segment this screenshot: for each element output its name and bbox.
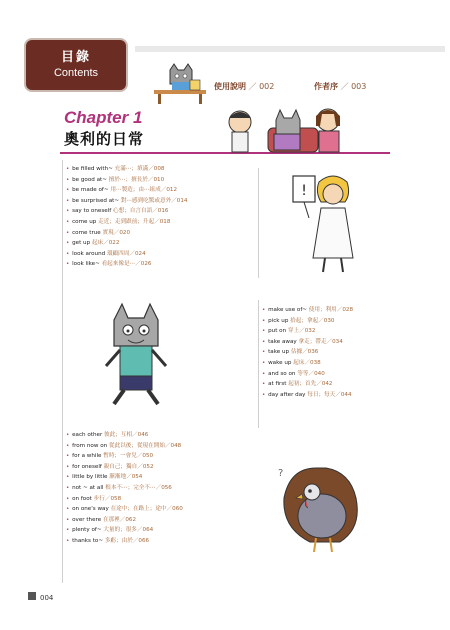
phrase: each other	[72, 432, 103, 438]
page-number: 060	[172, 506, 183, 513]
usage-link[interactable]: 使用說明 ／ 002	[214, 82, 275, 91]
phrase: thanks to~	[72, 537, 104, 544]
phrase: look around	[72, 250, 106, 257]
list-item[interactable]: • over there 在那裡／062	[66, 516, 137, 523]
translation: 暫時；一會兒	[103, 453, 137, 460]
translation: 環顧四周	[106, 250, 130, 257]
page-number: 026	[140, 261, 152, 268]
phrase-list-2	[262, 305, 353, 400]
translation: 起床	[293, 359, 305, 366]
list-item[interactable]: • take up 佔據／036	[262, 349, 319, 356]
list-item[interactable]: • not ~ at all 根本不⋯；完全不⋯／056	[66, 484, 172, 491]
list-item[interactable]: • be filled with~ 充滿⋯；填滿／008	[66, 166, 165, 172]
phrase: on one's way	[72, 506, 109, 513]
translation: 大量的；很多	[103, 527, 137, 534]
phrase: come true	[72, 229, 101, 236]
author-page: 003	[351, 82, 367, 91]
phrase: and so on	[268, 370, 296, 377]
list-item[interactable]: • be surprised at~ 對⋯感到吃驚或意外／014	[66, 197, 188, 204]
list-item[interactable]: • little by little 漸漸地／054	[66, 474, 143, 481]
list-item[interactable]: • put on 穿上／032	[262, 328, 316, 335]
phrase: plenty of~	[72, 527, 102, 534]
translation: 拿走；帶走	[298, 338, 327, 345]
author-preface-link[interactable]: 作者序 ／ 003	[314, 82, 367, 91]
list-item[interactable]: • at first 起初；首先／042	[262, 381, 333, 388]
characters-illustration	[210, 100, 365, 156]
phrase: at first	[268, 381, 287, 388]
page-number: 012	[166, 187, 178, 194]
girl-holding-sign-illustration	[285, 168, 365, 276]
translation: 用⋯製造；由⋯組成	[110, 187, 161, 194]
translation: 步行	[93, 495, 105, 502]
page-number: 066	[138, 537, 150, 544]
page-number: 040	[314, 370, 325, 377]
page-number: 064	[142, 527, 154, 534]
page-number: 030	[323, 317, 335, 324]
translation: 漸漸地	[109, 474, 127, 481]
list-item[interactable]: • from now on 從此以後；從現在開始／048	[66, 442, 182, 449]
list-item[interactable]: • thanks to~ 多虧；由於／066	[66, 537, 150, 544]
page-number: 044	[340, 391, 352, 398]
page-marker	[28, 592, 36, 600]
divider-line	[258, 168, 259, 278]
phrase: be filled with~	[72, 166, 113, 172]
translation: 看起來像是⋯	[101, 261, 136, 268]
translation: 在途中；在路上；途中	[110, 506, 167, 513]
translation: 起床	[91, 240, 104, 247]
page-number: 008	[153, 166, 165, 172]
phrase-list-1	[66, 164, 187, 270]
phrase: not ~ at all	[72, 484, 104, 491]
phrase: take away	[268, 338, 297, 345]
list-item[interactable]: • plenty of~ 大量的；很多／064	[66, 527, 154, 534]
list-item[interactable]: • be good at~ 擅於⋯；擅長於／010	[66, 176, 165, 183]
contents-badge	[26, 40, 126, 90]
list-item[interactable]: • wake up 起床／038	[262, 359, 321, 366]
page-number: 024	[134, 250, 146, 257]
divider-line	[62, 428, 63, 583]
svg-text:?: ?	[278, 468, 284, 479]
page-number: 032	[304, 328, 316, 335]
contents-title-en: Contents	[53, 67, 99, 79]
translation: 走近；走到跟前；升起	[98, 218, 155, 225]
chapter-subtitle: 奧利的日常	[64, 130, 145, 148]
phrase: over there	[72, 516, 102, 523]
page-number: 018	[159, 218, 171, 225]
translation: 佔據	[290, 349, 303, 356]
list-item[interactable]: • on foot 步行／058	[66, 495, 122, 502]
translation: 根本不⋯；完全不⋯	[105, 484, 156, 491]
translation: 多虧；由於	[104, 537, 133, 544]
list-item[interactable]: • look around 環顧四周／024	[66, 250, 146, 257]
page-number: 062	[125, 516, 137, 523]
page-number: 048	[170, 442, 182, 449]
translation: 親自己；獨自	[103, 463, 138, 470]
list-item[interactable]: • on one's way 在途中；在路上；途中／060	[66, 506, 183, 513]
translation: 實現	[102, 229, 114, 236]
page-number: 046	[137, 432, 149, 438]
phrase: on foot	[72, 495, 92, 502]
phrase: for oneself	[72, 463, 102, 470]
translation: 心想；自言自語	[113, 208, 153, 215]
translation: 在那裡	[102, 516, 120, 523]
list-item[interactable]: • take away 拿走；帶走／034	[262, 338, 343, 345]
phrase: make use of~	[268, 307, 307, 313]
translation: 彼此；互相	[104, 432, 133, 438]
list-item[interactable]: • be made of~ 用⋯製造；由⋯組成／012	[66, 187, 178, 194]
turkey-illustration	[270, 458, 380, 558]
list-item[interactable]: • get up 起床／022	[66, 240, 120, 247]
page-number: 054	[131, 474, 143, 481]
phrase: pick up	[268, 317, 289, 324]
phrase: day after day	[268, 391, 306, 398]
translation: 拾起；拿起	[290, 317, 319, 324]
list-item[interactable]: • look like~ 看起來像是⋯／026	[66, 261, 152, 268]
usage-page: 002	[259, 82, 275, 91]
translation: 起初；首先	[288, 381, 317, 388]
contents-title-zh: 目錄	[60, 50, 91, 65]
phrase: little by little	[72, 474, 108, 481]
page-number: 058	[110, 495, 122, 502]
page-number: 010	[153, 176, 165, 183]
translation: 擅於⋯；擅長於	[108, 176, 148, 183]
phrase: from now on	[72, 442, 108, 449]
translation: 每日；每天	[307, 391, 336, 398]
page-number: 052	[142, 463, 154, 470]
list-item[interactable]: • come up 走近；走到跟前；升起／018	[66, 218, 171, 225]
cat-reading-illustration	[150, 62, 210, 104]
phrase: wake up	[268, 359, 292, 366]
translation: 等等	[297, 370, 309, 377]
phrase: put on	[268, 328, 287, 335]
usage-label: 使用說明	[214, 82, 246, 91]
page-number: 056	[161, 484, 172, 491]
page-number: 038	[310, 359, 321, 366]
page-number-footer: 004	[40, 594, 54, 602]
chapter-title: Chapter 1	[64, 108, 143, 127]
list-item[interactable]: • for oneself 親自己；獨自／052	[66, 463, 154, 470]
phrase-list-3	[66, 430, 183, 547]
list-item[interactable]: • make use of~ 使用；利用／028	[262, 307, 354, 313]
page-number: 020	[119, 229, 131, 236]
list-item[interactable]: • each other 彼此；互相／046	[66, 432, 149, 438]
cat-character-illustration	[100, 300, 172, 408]
phrase: get up	[72, 240, 91, 247]
list-item[interactable]: • day after day 每日；每天／044	[262, 391, 352, 398]
page-number: 042	[321, 381, 333, 388]
header-rule	[135, 46, 445, 52]
page-number: 028	[342, 307, 354, 313]
translation: 從此以後；從現在開始	[108, 442, 165, 449]
phrase: come up	[72, 218, 97, 225]
list-item[interactable]: • come true 實現／020	[66, 229, 131, 236]
phrase: look like~	[72, 261, 100, 268]
list-item[interactable]: • say to oneself 心想；自言自語／016	[66, 208, 169, 215]
translation: 穿上	[287, 328, 300, 335]
phrase: be surprised at~	[72, 197, 120, 204]
phrase: for a while	[72, 453, 102, 460]
page-number: 016	[157, 208, 169, 215]
phrase: be good at~	[72, 176, 107, 183]
list-item[interactable]: • for a while 暫時；一會兒／050	[66, 453, 154, 460]
list-item[interactable]: • pick up 拾起；拿起／030	[262, 317, 335, 324]
page-number: 014	[176, 197, 188, 204]
phrase: be made of~	[72, 187, 109, 194]
sign-text: !	[301, 183, 307, 199]
author-label: 作者序	[314, 82, 338, 91]
phrase: take up	[268, 349, 290, 356]
divider-line	[258, 300, 259, 428]
list-item[interactable]: • and so on 等等／040	[262, 370, 325, 377]
page-number: 050	[142, 453, 154, 460]
translation: 對⋯感到吃驚或意外	[120, 197, 172, 204]
page-number: 036	[307, 349, 319, 356]
page-number: 022	[108, 240, 120, 247]
translation: 使用；利用	[308, 307, 337, 313]
translation: 充滿⋯；填滿	[114, 166, 149, 172]
phrase: say to oneself	[72, 208, 112, 215]
page-number: 034	[332, 338, 343, 345]
divider-line	[62, 160, 63, 428]
